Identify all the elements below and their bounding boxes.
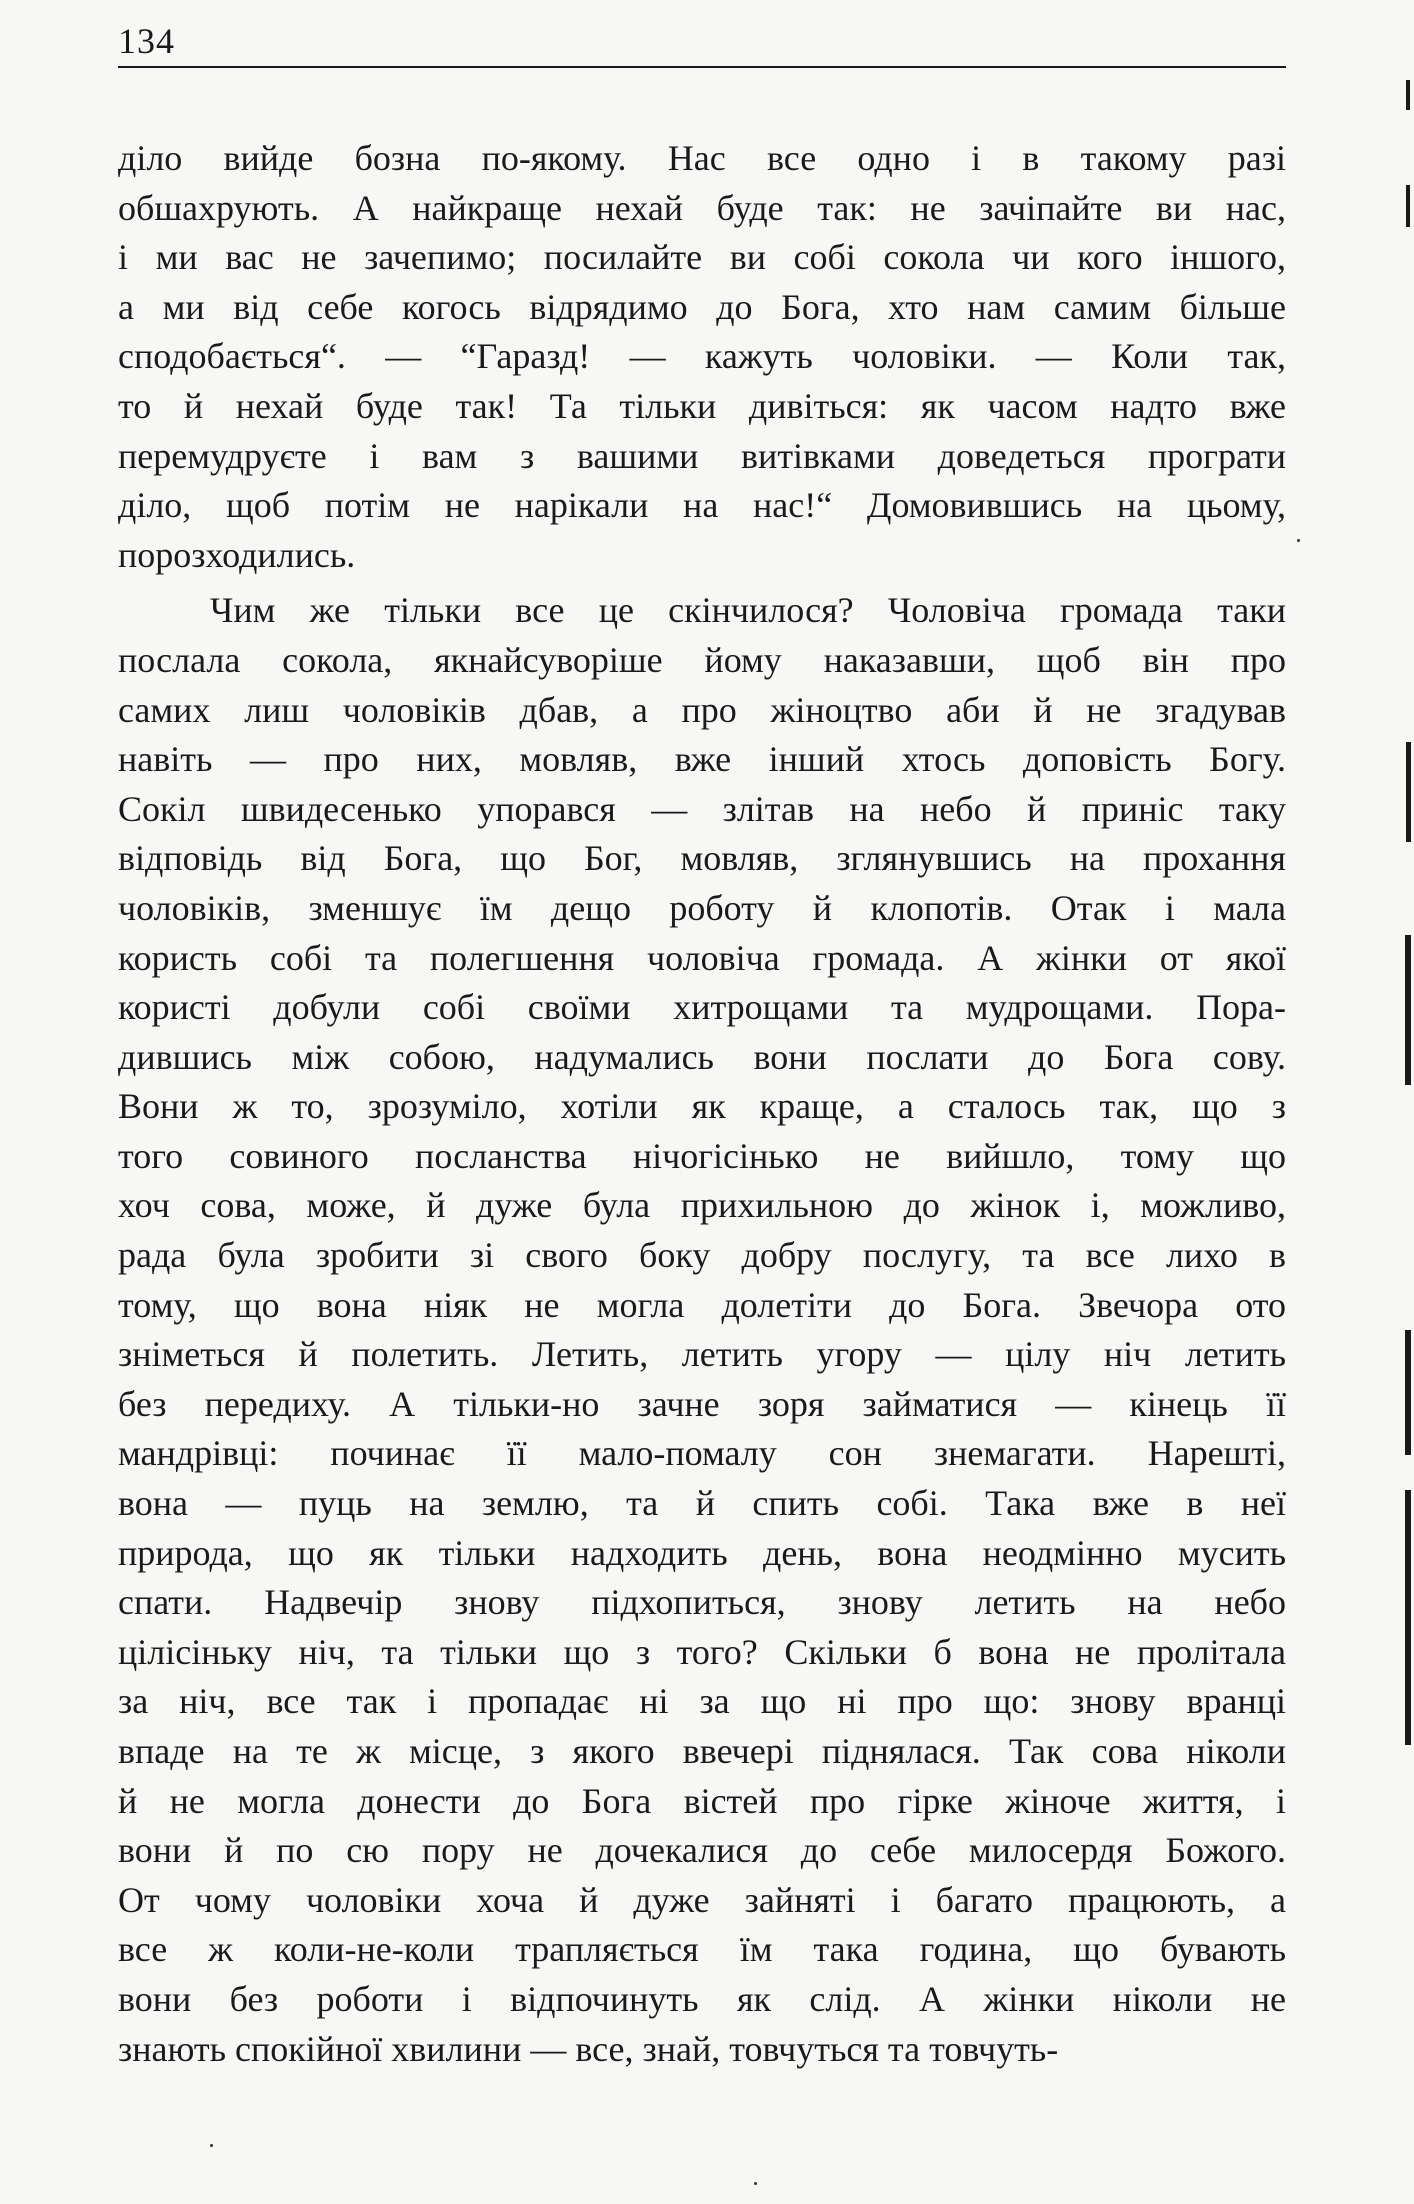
- text-line: рада була зробити зі свого боку добру послугу, та все лихо в: [118, 1235, 1286, 1276]
- text-body: [118, 134, 1286, 2074]
- text-line: обшахрують. А найкраще нехай буде так: не зачіпайте ви нас,: [118, 187, 1286, 228]
- text-line: і ми вас не зачепимо; посилайте ви собі сокола чи кого іншого,: [118, 237, 1286, 278]
- text-line: користь собі та полегшення чоловіча громада. А жінки от якої: [118, 937, 1286, 978]
- text-line: то й нехай буде так! Та тільки дивіться: як часом надто вже: [118, 385, 1286, 426]
- text-line: самих лиш чоловіків дбав, а про жіноцтво аби й не згадував: [118, 689, 1286, 730]
- text-line: знають спокійної хвилини — все, знай, товчуться та товчуть-: [118, 2028, 1059, 2069]
- paragraph: [118, 134, 1286, 580]
- text-line: вони без роботи і відпочинуть як слід. А жінки ніколи не: [118, 1978, 1286, 2019]
- scan-edge-mark: [1405, 935, 1411, 1085]
- text-line: цілісіньку ніч, та тільки що з того? Скільки б вона не пролітала: [118, 1631, 1286, 1672]
- text-line: природа, що як тільки надходить день, вона неодмінно мусить: [118, 1532, 1286, 1573]
- text-line: й не могла донести до Бога вістей про гірке жіноче життя, і: [118, 1780, 1286, 1821]
- text-line: хоч сова, може, й дуже була прихильною до жінок і, можливо,: [118, 1185, 1286, 1226]
- scan-speck: [1297, 539, 1300, 542]
- text-line: за ніч, все так і пропадає ні за що ні про що: знову вранці: [118, 1681, 1286, 1722]
- text-line: все ж коли-не-коли трапляється їм така година, що бувають: [118, 1929, 1286, 1970]
- scan-edge-mark: [1406, 80, 1410, 110]
- text-line: користі добули собі своїми хитрощами та мудрощами. Пора-: [118, 987, 1286, 1028]
- header-rule: [118, 66, 1286, 68]
- text-line: діло вийде бозна по-якому. Нас все одно і в такому разі: [118, 138, 1286, 178]
- text-line: того совиного посланства нічогісінько не вийшло, тому що: [118, 1135, 1286, 1176]
- text-line: От чому чоловіки хоча й дуже зайняті і багато працюють, а: [118, 1879, 1286, 1920]
- text-line: а ми від себе когось відрядимо до Бога, хто нам самим більше: [118, 286, 1286, 327]
- text-line: вона — пуць на землю, та й спить собі. Така вже в неї: [118, 1483, 1286, 1524]
- text-line: дившись між собою, надумались вони послати до Бога сову.: [118, 1036, 1286, 1077]
- text-line: без передиху. А тільки-но зачне зоря займатися — кінець її: [118, 1383, 1286, 1424]
- text-line: чоловіків, зменшує їм дещо роботу й клопотів. Отак і мала: [118, 887, 1286, 928]
- text-line: сподобається“. — “Гаразд! — кажуть чоловіки. — Коли так,: [118, 336, 1286, 377]
- scan-edge-mark: [1405, 1330, 1411, 1455]
- text-line: мандрівці: починає її мало-помалу сон знемагати. Нарешті,: [118, 1433, 1286, 1474]
- text-line: зніметься й полетить. Летить, летить угору — цілу ніч летить: [118, 1334, 1286, 1375]
- scan-speck: [754, 2182, 757, 2185]
- text-line: відповідь від Бога, що Бог, мовляв, зглянувшись на прохання: [118, 838, 1286, 879]
- text-line: Сокіл швидесенько упорався — злітав на небо й приніс таку: [118, 788, 1286, 829]
- text-line: Вони ж то, зрозуміло, хотіли як краще, а сталось так, що з: [118, 1086, 1286, 1127]
- paragraph: [118, 586, 1286, 2074]
- scan-speck: [210, 2144, 213, 2147]
- text-line: послала сокола, якнайсуворіше йому наказавши, щоб він про: [118, 639, 1286, 680]
- text-line: перемудруєте і вам з вашими витівками доведеться програти: [118, 435, 1286, 476]
- scan-edge-mark: [1406, 185, 1410, 227]
- text-line: Чим же тільки все це скінчилося? Чоловіча громада таки: [210, 590, 1286, 631]
- scan-edge-mark: [1406, 742, 1411, 842]
- page-number: 134: [118, 21, 175, 61]
- text-line: впаде на те ж місце, з якого ввечері піднялася. Так сова ніколи: [118, 1731, 1286, 1771]
- text-line: порозходились.: [118, 534, 356, 575]
- scan-edge-mark: [1405, 1490, 1411, 1745]
- text-line: спати. Надвечір знову підхопиться, знову летить на небо: [118, 1582, 1286, 1623]
- text-line: вони й по сю пору не дочекалися до себе милосердя Божого.: [118, 1830, 1286, 1871]
- text-line: тому, що вона ніяк не могла долетіти до Бога. Звечора ото: [118, 1284, 1286, 1325]
- text-line: навіть — про них, мовляв, вже інший хтось доповість Богу.: [118, 739, 1286, 780]
- text-line: діло, щоб потім не нарікали на нас!“ Домовившись на цьому,: [118, 485, 1286, 526]
